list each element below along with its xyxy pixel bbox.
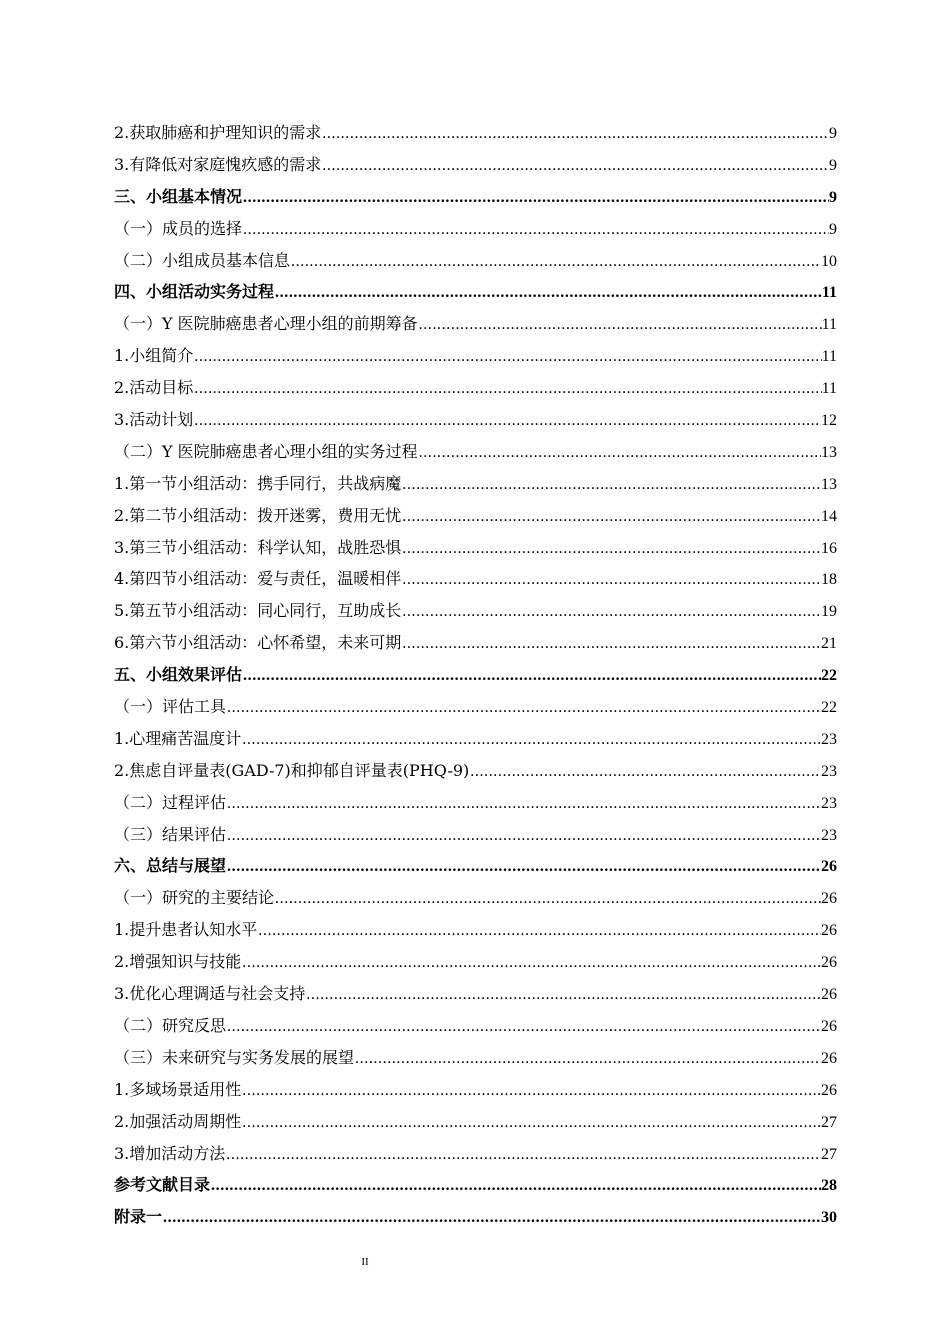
toc-entry-page-number: 9	[829, 220, 837, 238]
toc-entry[interactable]	[114, 181, 837, 213]
toc-entry[interactable]	[114, 308, 837, 340]
toc-entry-title: （二）研究反思	[114, 1015, 227, 1035]
toc-entry-title: 六、总结与展望	[114, 856, 227, 876]
toc-entry-title: 1.多域场景适用性	[114, 1079, 242, 1099]
toc-entry-title: 4.第四节小组活动：爱与责任，温暖相伴	[114, 569, 402, 589]
toc-entry-page-number: 26	[821, 986, 837, 1004]
toc-entry-page-number: 28	[821, 1177, 837, 1195]
toc-entry-title: 3.优化心理调适与社会支持	[114, 984, 306, 1004]
toc-entry[interactable]	[114, 1138, 837, 1170]
toc-entry-page-number: 26	[821, 1081, 837, 1099]
toc-entry-title: （二）Y 医院肺癌患者心理小组的实务过程	[114, 441, 418, 461]
toc-entry-page-number: 9	[829, 188, 837, 206]
toc-entry-title: 5.第五节小组活动：同心同行，互助成长	[114, 601, 402, 621]
toc-entry-title: （一）评估工具	[114, 697, 227, 717]
toc-entry-page-number: 16	[821, 539, 837, 557]
toc-entry-page-number: 23	[821, 762, 837, 780]
toc-entry-title: 五、小组效果评估	[114, 665, 243, 685]
toc-entry[interactable]	[114, 276, 837, 308]
toc-dot-leader	[226, 1011, 821, 1043]
toc-entry-page-number: 13	[821, 475, 837, 493]
toc-entry-page-number: 23	[821, 794, 837, 812]
toc-entry-title: 1.小组简介	[114, 346, 194, 366]
toc-entry[interactable]	[114, 1201, 837, 1233]
toc-dot-leader	[226, 851, 821, 883]
toc-entry-page-number: 10	[821, 252, 837, 270]
toc-entry-title: 附录一	[114, 1207, 163, 1227]
toc-entry-title: 三、小组基本情况	[114, 186, 243, 206]
toc-entry[interactable]	[114, 595, 837, 627]
toc-entry[interactable]	[114, 532, 837, 564]
toc-entry-page-number: 14	[821, 507, 837, 525]
toc-entry-title: 2.获取肺癌和护理知识的需求	[114, 123, 322, 142]
toc-entry-title: 2.活动目标	[114, 378, 194, 398]
toc-entry[interactable]	[114, 1169, 837, 1201]
toc-entry-title: （三）未来研究与实务发展的展望	[114, 1047, 355, 1067]
toc-entry-title: 2.增强知识与技能	[114, 952, 242, 972]
toc-entry[interactable]	[114, 914, 837, 946]
toc-entry-title: （三）结果评估	[114, 824, 227, 844]
toc-entry-page-number: 26	[821, 1049, 837, 1067]
toc-entry-page-number: 26	[821, 890, 837, 908]
toc-dot-leader	[290, 246, 821, 278]
toc-entry[interactable]	[114, 563, 837, 595]
toc-dot-leader	[401, 501, 821, 533]
toc-entry-title: 2.加强活动周期性	[114, 1111, 242, 1131]
toc-dot-leader	[241, 1107, 821, 1139]
toc-entry-title: 3.活动计划	[114, 410, 194, 430]
toc-entry-page-number: 21	[821, 635, 837, 653]
toc-entry[interactable]	[114, 213, 837, 245]
toc-entry-title: 1.心理痛苦温度计	[114, 728, 242, 748]
toc-entry[interactable]	[114, 755, 837, 787]
toc-dot-leader	[242, 214, 829, 246]
toc-entry-page-number: 26	[821, 858, 837, 876]
toc-dot-leader	[354, 1043, 821, 1075]
toc-entry[interactable]	[114, 691, 837, 723]
toc-entry[interactable]	[114, 1042, 837, 1074]
toc-dot-leader	[241, 724, 821, 756]
toc-entry-page-number: 22	[821, 667, 837, 685]
toc-entry-title: 参考文献目录	[114, 1175, 211, 1195]
toc-entry-page-number: 18	[821, 571, 837, 589]
toc-entry[interactable]	[114, 659, 837, 691]
toc-entry[interactable]	[114, 850, 837, 882]
toc-dot-leader	[418, 309, 822, 341]
toc-dot-leader	[225, 1139, 821, 1171]
toc-entry-title: （二）小组成员基本信息	[114, 250, 291, 270]
toc-entry-page-number: 11	[821, 380, 837, 398]
toc-dot-leader	[193, 373, 821, 405]
toc-dot-leader	[401, 469, 821, 501]
toc-entry-title: （一）成员的选择	[114, 218, 243, 238]
toc-entry-title: （一）Y 医院肺癌患者心理小组的前期筹备	[114, 314, 418, 334]
toc-dot-leader	[162, 1202, 821, 1234]
toc-entry-page-number: 26	[821, 1017, 837, 1035]
toc-dot-leader	[305, 979, 821, 1011]
toc-entry[interactable]	[114, 627, 837, 659]
toc-dot-leader	[210, 1170, 821, 1202]
toc-entry[interactable]	[114, 1106, 837, 1138]
toc-entry-page-number: 11	[821, 316, 837, 334]
toc-dot-leader	[226, 692, 821, 724]
toc-entry[interactable]	[114, 372, 837, 404]
toc-entry[interactable]	[114, 117, 837, 149]
toc-dot-leader	[241, 947, 821, 979]
toc-dot-leader	[321, 150, 829, 182]
toc-entry-title: 2.焦虑自评量表(GAD-7)和抑郁自评量表(PHQ-9)	[114, 760, 470, 780]
toc-entry-title: 1.第一节小组活动：携手同行，共战病魔	[114, 473, 402, 493]
toc-entry[interactable]	[114, 468, 837, 500]
toc-dot-leader	[401, 596, 821, 628]
toc-entry-title: 6.第六节小组活动：心怀希望，未来可期	[114, 633, 402, 653]
toc-entry-title: 3.第三节小组活动：科学认知，战胜恐惧	[114, 537, 402, 557]
toc-entry-title: （二）过程评估	[114, 792, 227, 812]
toc-dot-leader	[242, 660, 821, 692]
toc-entry-page-number: 13	[821, 443, 837, 461]
toc-entry[interactable]	[114, 723, 837, 755]
toc-entry-title: 3.增加活动方法	[114, 1143, 226, 1163]
toc-entry-page-number: 26	[821, 922, 837, 940]
page-footer-number: II	[361, 1256, 369, 1268]
toc-dot-leader	[401, 533, 821, 565]
toc-entry-page-number: 26	[821, 954, 837, 972]
toc-entry[interactable]	[114, 819, 837, 851]
toc-entry-title: 四、小组活动实务过程	[114, 282, 275, 302]
toc-entry[interactable]	[114, 978, 837, 1010]
toc-entry-page-number: 9	[829, 156, 837, 174]
toc-dot-leader	[321, 118, 829, 150]
toc-entry-page-number: 30	[821, 1209, 837, 1227]
toc-entry-page-number: 27	[821, 1145, 837, 1163]
toc-dot-leader	[401, 628, 821, 660]
table-of-contents	[114, 117, 837, 1233]
toc-entry[interactable]	[114, 882, 837, 914]
toc-entry[interactable]	[114, 787, 837, 819]
toc-entry[interactable]	[114, 946, 837, 978]
toc-entry-page-number: 9	[829, 125, 837, 142]
toc-dot-leader	[242, 182, 829, 214]
toc-entry[interactable]	[114, 500, 837, 532]
toc-entry-page-number: 12	[821, 412, 837, 430]
toc-entry[interactable]	[114, 436, 837, 468]
toc-entry-title: （一）研究的主要结论	[114, 888, 275, 908]
toc-entry[interactable]	[114, 245, 837, 277]
toc-dot-leader	[274, 277, 822, 309]
toc-entry[interactable]	[114, 340, 837, 372]
toc-entry[interactable]	[114, 1010, 837, 1042]
toc-entry-page-number: 27	[821, 1113, 837, 1131]
toc-entry-page-number: 11	[821, 284, 837, 302]
toc-dot-leader	[401, 564, 821, 596]
toc-entry-page-number: 23	[821, 730, 837, 748]
toc-entry[interactable]	[114, 1074, 837, 1106]
toc-entry-title: 1.提升患者认知水平	[114, 920, 258, 940]
toc-dot-leader	[226, 788, 821, 820]
toc-entry-page-number: 23	[821, 826, 837, 844]
toc-dot-leader	[193, 405, 821, 437]
toc-entry[interactable]	[114, 404, 837, 436]
toc-dot-leader	[226, 820, 821, 852]
toc-dot-leader	[241, 1075, 821, 1107]
toc-entry-title: 2.第二节小组活动：拨开迷雾，费用无忧	[114, 505, 402, 525]
toc-entry-page-number: 22	[821, 699, 837, 717]
toc-entry-page-number: 19	[821, 603, 837, 621]
toc-dot-leader	[193, 341, 821, 373]
toc-entry-title: 3.有降低对家庭愧疚感的需求	[114, 154, 322, 174]
toc-dot-leader	[257, 915, 821, 947]
toc-dot-leader	[274, 883, 821, 915]
toc-entry[interactable]	[114, 149, 837, 181]
toc-dot-leader	[469, 756, 821, 788]
toc-entry-page-number: 11	[821, 348, 837, 366]
toc-dot-leader	[418, 437, 821, 469]
